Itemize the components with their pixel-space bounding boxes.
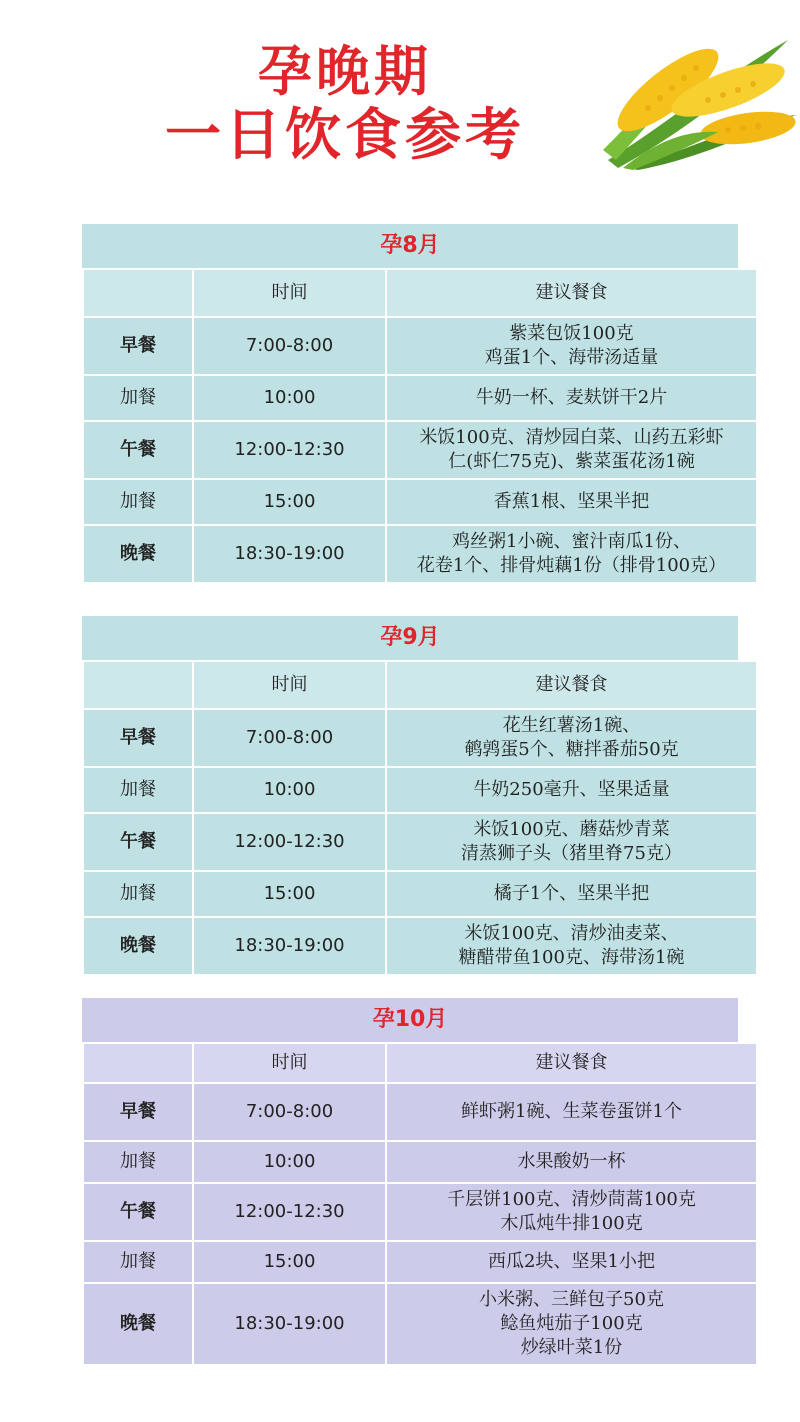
- header-time: 时间: [193, 1043, 386, 1083]
- meal-label: 早餐: [83, 1083, 193, 1141]
- table-row: [83, 479, 757, 525]
- meal-time: 7:00-8:00: [193, 1083, 386, 1141]
- table-header-row: [83, 1043, 757, 1083]
- meal-time: 7:00-8:00: [193, 709, 386, 767]
- table-row: [83, 1241, 757, 1283]
- meal-food: [386, 1241, 757, 1283]
- meal-time: 12:00-12:30: [193, 1183, 386, 1241]
- meal-label: 加餐: [83, 871, 193, 917]
- meal-time: 18:30-19:00: [193, 525, 386, 583]
- food-line: 花卷1个、排骨炖藕1份（排骨100克）: [416, 555, 727, 576]
- table-row: [83, 917, 757, 975]
- table-row: [83, 525, 757, 583]
- header-meal-cell: [83, 1043, 193, 1083]
- table-header-row: [83, 269, 757, 317]
- table-row: [83, 317, 757, 375]
- meal-label: 晚餐: [83, 917, 193, 975]
- food-line: 米饭100克、清炒油麦菜、: [464, 923, 679, 944]
- diet-table: [82, 1042, 758, 1366]
- header-food: 建议餐食: [386, 1043, 757, 1083]
- meal-label: 晚餐: [83, 525, 193, 583]
- section-month-10: [82, 998, 738, 1366]
- food-line: 水果酸奶一杯: [517, 1151, 626, 1172]
- meal-food: [386, 479, 757, 525]
- meal-food: [386, 375, 757, 421]
- food-line: 橘子1个、坚果半把: [493, 883, 650, 904]
- meal-food: [386, 1283, 757, 1365]
- table-row: [83, 709, 757, 767]
- food-line: 牛奶250毫升、坚果适量: [473, 779, 670, 800]
- table-row: [83, 871, 757, 917]
- section-title: 孕10月: [82, 998, 738, 1042]
- meal-food: [386, 709, 757, 767]
- meal-label: 加餐: [83, 1141, 193, 1183]
- title-line-2: 一日饮食参考: [165, 103, 525, 168]
- table-row: [83, 1283, 757, 1365]
- meal-label: 加餐: [83, 375, 193, 421]
- food-line: 牛奶一杯、麦麸饼干2片: [475, 387, 668, 408]
- section-month-9: [82, 616, 738, 976]
- meal-time: 7:00-8:00: [193, 317, 386, 375]
- meal-food: [386, 871, 757, 917]
- food-line: 鸡蛋1个、海带汤适量: [484, 347, 659, 368]
- meal-time: 15:00: [193, 1241, 386, 1283]
- header-meal-cell: [83, 269, 193, 317]
- food-line: 木瓜炖牛排100克: [500, 1213, 643, 1234]
- food-line: 花生红薯汤1碗、: [502, 715, 641, 736]
- meal-food: [386, 525, 757, 583]
- food-line: 千层饼100克、清炒茼蒿100克: [447, 1189, 696, 1210]
- food-line: 小米粥、三鲜包子50克: [479, 1289, 664, 1310]
- corn-icon: [598, 20, 798, 170]
- food-line: 鹌鹑蛋5个、糖拌番茄50克: [464, 739, 679, 760]
- meal-food: [386, 767, 757, 813]
- meal-label: 早餐: [83, 709, 193, 767]
- meal-label: 加餐: [83, 767, 193, 813]
- food-line: 鸡丝粥1小碗、蜜汁南瓜1份、: [452, 531, 691, 552]
- food-line: 西瓜2块、坚果1小把: [488, 1251, 655, 1272]
- diet-table: [82, 660, 758, 976]
- food-line: 紫菜包饭100克: [509, 323, 634, 344]
- meal-time: 10:00: [193, 767, 386, 813]
- meal-label: 午餐: [83, 421, 193, 479]
- table-header-row: [83, 661, 757, 709]
- meal-food: [386, 1183, 757, 1241]
- meal-label: 加餐: [83, 1241, 193, 1283]
- meal-time: 18:30-19:00: [193, 917, 386, 975]
- meal-time: 15:00: [193, 871, 386, 917]
- diet-table: [82, 268, 758, 584]
- meal-label: 早餐: [83, 317, 193, 375]
- section-title: 孕8月: [82, 224, 738, 268]
- section-title: 孕9月: [82, 616, 738, 660]
- meal-time: 12:00-12:30: [193, 421, 386, 479]
- header-time: 时间: [193, 269, 386, 317]
- table-row: [83, 421, 757, 479]
- table-row: [83, 813, 757, 871]
- food-line: 米饭100克、清炒园白菜、山药五彩虾: [419, 427, 724, 448]
- meal-time: 18:30-19:00: [193, 1283, 386, 1365]
- meal-time: 12:00-12:30: [193, 813, 386, 871]
- food-line: 炒绿叶菜1份: [520, 1337, 623, 1358]
- meal-food: [386, 813, 757, 871]
- title-line-1: 孕晚期: [258, 40, 432, 103]
- header-time: 时间: [193, 661, 386, 709]
- meal-food: [386, 917, 757, 975]
- food-line: 米饭100克、蘑菇炒青菜: [473, 819, 670, 840]
- header-food: 建议餐食: [386, 661, 757, 709]
- table-row: [83, 1141, 757, 1183]
- meal-food: [386, 317, 757, 375]
- table-row: [83, 1083, 757, 1141]
- meal-label: 晚餐: [83, 1283, 193, 1365]
- food-line: 仁(虾仁75克)、紫菜蛋花汤1碗: [448, 451, 695, 472]
- food-line: 糖醋带鱼100克、海带汤1碗: [458, 947, 685, 968]
- food-line: 香蕉1根、坚果半把: [493, 491, 650, 512]
- food-line: 清蒸狮子头（猪里脊75克）: [461, 843, 682, 864]
- header-food: 建议餐食: [386, 269, 757, 317]
- food-line: 鲜虾粥1碗、生菜卷蛋饼1个: [461, 1101, 682, 1122]
- table-row: [83, 767, 757, 813]
- meal-food: [386, 1083, 757, 1141]
- section-month-8: [82, 224, 738, 584]
- meal-time: 15:00: [193, 479, 386, 525]
- food-line: 鲶鱼炖茄子100克: [500, 1313, 643, 1334]
- table-row: [83, 1183, 757, 1241]
- meal-food: [386, 421, 757, 479]
- meal-food: [386, 1141, 757, 1183]
- meal-time: 10:00: [193, 1141, 386, 1183]
- header-meal-cell: [83, 661, 193, 709]
- meal-label: 午餐: [83, 813, 193, 871]
- meal-time: 10:00: [193, 375, 386, 421]
- meal-label: 加餐: [83, 479, 193, 525]
- meal-label: 午餐: [83, 1183, 193, 1241]
- table-row: [83, 375, 757, 421]
